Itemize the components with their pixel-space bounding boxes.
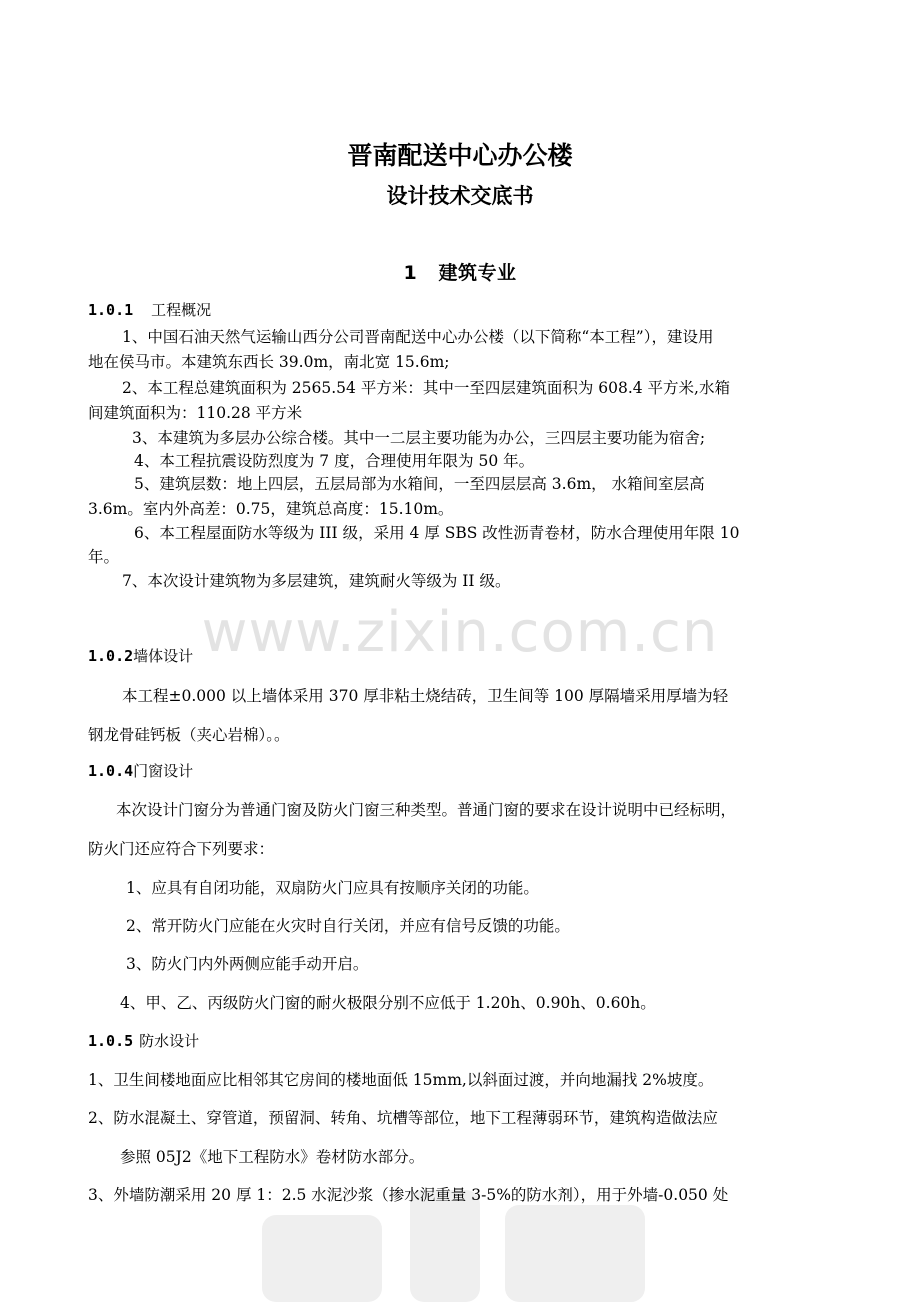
subsection-heading-text: 防水设计: [139, 1032, 200, 1050]
paragraph-line: 4、本工程抗震设防烈度为 7 度，合理使用年限为 50 年。: [134, 452, 535, 470]
subsection-heading-1-0-4: [88, 760, 193, 781]
subsection-number: 1.0.5: [88, 1032, 134, 1050]
subsection-number: 1.0.2: [88, 647, 134, 665]
subsection-heading-text: 门窗设计: [133, 762, 194, 780]
list-item: 4、甲、乙、丙级防火门窗的耐火极限分别不应低于 1.20h、0.90h、0.60h。: [120, 994, 656, 1012]
paragraph-line: 间建筑面积为：110.28 平方米: [88, 404, 303, 422]
document-subtitle: 设计技术交底书: [386, 184, 534, 208]
list-item: 1、卫生间楼地面应比相邻其它房间的楼地面低 15mm,以斜面过渡，并向地漏找 2%坡度。: [88, 1071, 714, 1089]
paragraph-line: 6、本工程屋面防水等级为 III 级，采用 4 厚 SBS 改性沥青卷材，防水合理使用年限 10: [134, 524, 740, 542]
list-item: 2、常开防火门应能在火灾时自行关闭，并应有信号反馈的功能。: [126, 917, 570, 935]
paragraph-line: 2、本工程总建筑面积为 2565.54 平方米：其中一至四层建筑面积为 608.4 平方米,水箱: [122, 379, 730, 397]
subsection-heading-text: 工程概况: [151, 301, 212, 319]
subsection-heading-text: 墙体设计: [133, 647, 194, 665]
watermark-text: www.zixin.com.cn: [201, 600, 719, 665]
subsection-number: 1.0.4: [88, 762, 134, 780]
document-title: 晋南配送中心办公楼: [347, 141, 573, 170]
paragraph-line: 本工程±0.000 以上墙体采用 370 厚非粘土烧结砖，卫生间等 100 厚隔墙采用厚墙为轻: [122, 687, 729, 705]
subsection-heading-1-0-5: [88, 1030, 199, 1051]
paragraph-line: 7、本次设计建筑物为多层建筑，建筑耐火等级为 II 级。: [122, 572, 511, 590]
paragraph-line: 地在侯马市。本建筑东西长 39.0m，南北宽 15.6m;: [88, 353, 450, 371]
paragraph-line: 参照 05J2《地下工程防水》卷材防水部分。: [120, 1148, 425, 1166]
paragraph-line: 本次设计门窗分为普通门窗及防火门窗三种类型。普通门窗的要求在设计说明中已经标明，: [116, 801, 737, 819]
list-item: 2、防水混凝土、穿管道，预留洞、转角、坑槽等部位，地下工程薄弱环节，建筑构造做法应: [88, 1109, 718, 1127]
paragraph-line: 1、中国石油天然气运输山西分公司晋南配送中心办公楼（以下简称“本工程”），建设用: [122, 328, 714, 346]
list-item: 3、外墙防潮采用 20 厚 1：2.5 水泥沙浆（掺水泥重量 3-5%的防水剂），用于外墙-0.050 处: [88, 1186, 729, 1204]
paragraph-line: 3、本建筑为多层办公综合楼。其中一二层主要功能为办公，三四层主要功能为宿舍;: [132, 429, 706, 447]
paragraph-line: 年。: [88, 548, 120, 566]
subsection-number: 1.0.1: [88, 301, 134, 319]
subsection-heading-1-0-2: [88, 645, 193, 666]
list-item: 3、防火门内外两侧应能手动开启。: [126, 955, 369, 973]
paragraph-line: 钢龙骨硅钙板（夹心岩棉）。。: [88, 726, 290, 744]
subsection-heading-1-0-1: [88, 299, 211, 320]
paragraph-line: 防火门还应符合下列要求：: [88, 840, 275, 858]
list-item: 1、应具有自闭功能，双扇防火门应具有按顺序关闭的功能。: [126, 879, 539, 897]
paragraph-line: 5、建筑层数：地上四层，五层局部为水箱间，一至四层层高 3.6m， 水箱间室层高: [134, 475, 705, 493]
paragraph-line: 3.6m。室内外高差：0.75，建筑总高度：15.10m。: [88, 500, 454, 518]
section-title: 1 建筑专业: [403, 262, 517, 284]
